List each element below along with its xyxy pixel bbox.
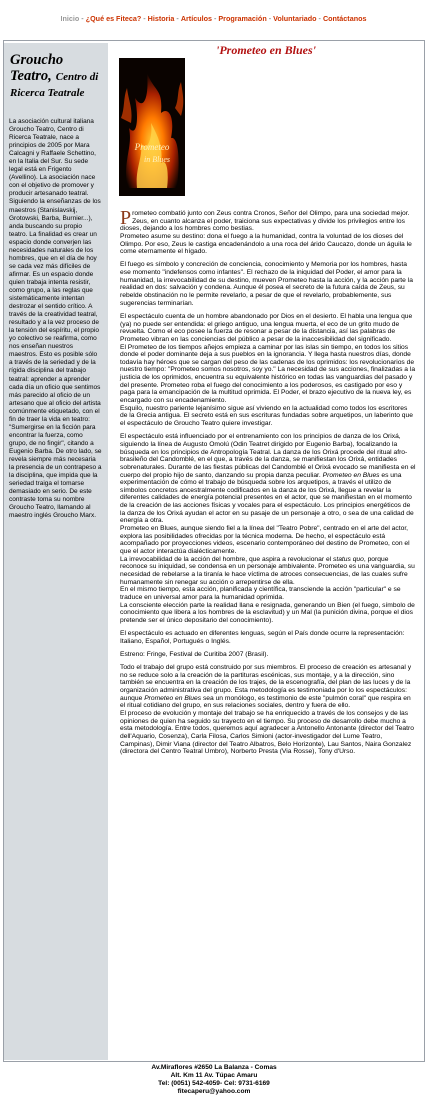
poster-line1: Prometeo [134, 142, 170, 152]
drop-cap: P [120, 207, 132, 229]
article-paragraph [120, 433, 416, 525]
article-paragraph: El Prometeo de los tiempos añejos empieza a caminar por las islas sin tiempo, en todos los sitios donde el poder dominante deja a sus pueblos en la ignorancia. Y llega hasta nuestros días, donde todavía hay héroes que se cargan del peso de las cadenas de los oprimidos: los revolucionarios de nuestro tiempo: "Prometeo somos nosotros, soy yo." La necesidad de sus acciones, finalizadas a la justicia de los oprimidos, encuentra su equivalente histórico en todas las vanguardias del pasado y del presente. Prometeo roba el fuego del conocimiento a los poderosos, es castigado por eso y paga para la emancipación de la multitud oprimida. El Poder, el brazo ejecutivo de la nueva ley, es encargado con su encadenamiento. [120, 343, 416, 405]
paragraph-text: El espectáculo está influenciado por el entrenamiento con los principios de danza de los Orixá, siguiendo la línea de Augusto Omolú (Odin Teatret dirigido por Eugenio Barba), focalizando la búsqueda en los principios de Antropología Teatral. La danza de los Orixá procede del ritual afro-brasileño del Candomblé, en el que, a través de la danza, se manifiestan los Orixá, entidades sobrenaturales. Durante de las fiestas públicas del Candomblé el Orixá evocado se manifiesta en el cuerpo del propio hijo de santo, danzando su propia danza peculiar. [120, 433, 416, 479]
footer-email[interactable]: fitecaperu@yahoo.com [177, 1088, 251, 1096]
nav-separator: - [176, 14, 179, 23]
nav-separator: - [143, 14, 146, 23]
paragraph-text: La irrevocabilidad de la acción del hombre, que aspira a revolucionar el [120, 555, 332, 563]
nav-separator: - [318, 14, 321, 23]
article-paragraph: El espectáculo cuenta de un hombre abandonado por Dios en el desierto. El habla una lengua que (ya) no puede ser entendida: el griego antiguo, una lengua muerta, el eco de un grito mudo de revuelta. Como el eco posee la fuerza de resonar a pesar de la distancia, así las palabras de Prometeo vibran en las conciencias del público a pesar de la inaccesibilidad del significado. [120, 312, 413, 343]
article-paragraph: En el mismo tiempo, esta acción, planificada y científica, transciende la acción "particular" e se traduce en universal amor para la humanidad oprimida. [120, 586, 401, 601]
poster-line2: in Blues [144, 155, 170, 164]
article-paragraph: La consciente elección parte la realidad llana e resignada, generando un Bien (el fuego, símbolo de conocimiento que libera a los hombres de la esclavitud) y un Mal (la punición divina, porque el dios pretende ser el único depositario del conocimiento). [120, 601, 415, 624]
paragraph-text: rometeo combatió junto con Zeus contra Cronos, Señor del Olimpo, para una sociedad mejor. Zeus, en cuanto alcanza el poder, traiciona sus expectativas y divide los privilegios entre los dioses, dejando a los hombres como bestias. [120, 210, 410, 233]
article-paragraph: Esquilo, nuestro pariente lejanísimo sigue así viviendo en la actualidad como todos los escritores de la Grecia antigua. El secreto está en sus escrituras fundadas sobre arquetipos, un laberinto que el espectáculo de Groucho Teatro quiere investigar. [120, 404, 413, 428]
nav-links [0, 14, 427, 24]
fire-poster-graphic [119, 58, 185, 196]
sidebar-title [10, 52, 106, 100]
article-paragraph: El fuego es símbolo y concreción de conciencia, conocimiento y Memoria por los hombres, hasta ese momento "indefensos como infantes". El rechazo de la iniquidad del Poder, el amor para la humanidad, la irrevocabilidad de su destino, mueven Prometeo hasta la acción, y la acción parte la realidad en dos: salvación y condena. Aunque él posea el secreto de la futura caída de Zeus, su rebelde obstinación no le permite revelarlo, a pesar de que el revelarlo, probablemente, sus sugerencias terminarían. [120, 261, 413, 307]
nav-separator: - [268, 14, 272, 23]
nav-link-historia[interactable]: Historia [147, 14, 175, 23]
sidebar-title-main: Groucho Teatro, [10, 52, 64, 84]
footer-address-2: Alt. Km 11 Av. Túpac Amaru [170, 1072, 258, 1080]
nav-link-programacion[interactable]: Programación [218, 14, 267, 23]
nav-link-que-es-fiteca[interactable]: ¿Qué es Fiteca? [85, 14, 142, 23]
article-paragraph: El espectáculo es actuado en diferentes lenguas, según el País donde ocurre la representación: Italiano, Español, Portugués o Inglés. [120, 630, 405, 645]
italic-term: status quo [333, 555, 364, 563]
article-paragraph: Prometeo en Blues, aunque siendo fiel a la línea del "Teatro Pobre", centrado en el arte del actor, explora las posibilidades ofrecidas por la técnica moderna. De hecho, el espectáculo está acompañado por proyecciones videos, escenario contemporáneo del destino de Prometeo, con el que el actor interactúa dialécticamente. [120, 525, 410, 556]
sidebar-title-sub: Centro di Ricerca Teatrale [10, 71, 99, 99]
article-paragraph: Prometeo asume su destino: dona el fuego a la humanidad, contra la voluntad de los dioses del Olimpo. Por eso, Zeus le castiga encadenándolo a una roca del árido Caucazo, donde un águila le come eternamente el hígado. [120, 232, 412, 256]
article-paragraph [120, 207, 416, 233]
article-body [120, 207, 416, 756]
article-paragraph: El proceso de evolución y montaje del trabajo se ha enriquecido a través de los consejos y de las opiniones de quien ha seguido su trayecto en el tiempo. Su proceso de desarrollo debe mucho a esta metodología. Entre todos, queremos aquí agradecer a Antonello Antonante (director del Teatro dell'Aquario, Cosenza), Carla Filosa, Carlos Simioni (actor-investigador del Lume Teatro, Campinas), Dimir Viana (director del Teatro Albatros, Belo Horizonte), Lau Santos, Naira Gonzalez (directora del Centro Teatral Umbro), Norberto Presta (Via Rosse), Tony d'Urso. [120, 710, 414, 756]
article-title: 'Prometeo en Blues' [216, 43, 316, 57]
sidebar-description: La asociación cultural italiana Groucho Teatro, Centro di Ricerca Teatrale, nace a principios de 2005 por Mara Calcagni y Raffaele Schettino, en la Italia del Sur. Su sede legal está en Frigento (Avellino). La asociación nace con el objetivo de promover y producir artesanado teatral. Siguiendo la enseñanzas de los maestros (Stanislavskij, Grotowski, Barba, Burnier...), anda buscando su propio teatro. La finalidad es crear un espacio donde converjen las necesidades naturales de los hombres, que en el día de hoy se cada vez más difíciles de afirmar. Es un espacio donde quien trabaja intenta resistir, como grupo, a las reglas que sistemáticamente intentan destrozar el sentido crítico. A través de la creatividad teatral, resultado y a la vez proceso de la tensión del espíritu, el propio yo colectivo se reafirma, como nos enseñan nuestros maestros. Esto es posible sólo a través de la seriedad y de la rígida disciplina del trabajo teatral: aprender a aprender cada día un oficio que sentimos más parecido al oficio de un artesano que al oficio del artista comúnmente etiquetado, con el fin de traer la vida en teatro: "Sumergirse en la ficción para encontrar la fuerza, como grupo, de no fingir", citando a Eugenio Barba. De otro lado, se revela siempre más necesaria la presencia de un contrapeso a la disciplina, que impida que la seriedad traiga el tomarse demasiado en serio. De este contraste toma su nombre Groucho Teatro, llamando al maestro inglés Groucho Marx. [9, 118, 102, 520]
nav-separator: - [213, 14, 217, 23]
nav-link-contactanos[interactable]: Contáctanos [322, 14, 367, 23]
nav-link-inicio[interactable]: Inicio [60, 14, 80, 23]
article-paragraph: Estreno: Fringe, Festival de Curitiba 2007 (Brasil). [120, 650, 269, 658]
nav-link-articulos[interactable]: Artículos [180, 14, 212, 23]
footer-address: Av.Miraflores #2650 La Balanza - Comas [151, 1064, 277, 1071]
italic-title: Prometeo en Blues [322, 471, 380, 479]
footer-phone: Tel: (0051) 542-4059- Cel: 9731-6169 [158, 1080, 270, 1088]
paragraph-text: , porque reconoce su iniquidad, se condensa en un personaje ambivalente. Prometeo es una vanguardia, su necesidad de rebelarse a la tiranía le hace víctima de atroces consecuencias, de las cuales sufre humanamente sin renegar su acción o arrepentirse de ella. [120, 555, 415, 586]
italic-title: Prometeo en Blues [144, 694, 202, 702]
article-paragraph [120, 556, 416, 587]
top-navigation [0, 0, 427, 38]
page-footer [4, 1064, 424, 1096]
nav-link-voluntariado[interactable]: Voluntariado [273, 14, 317, 23]
nav-separator: - [81, 14, 84, 23]
paragraph-text: sea un monólogo, es testimonio de este "pulmón coral" que respira en el ritual cotidiano del grupo, en sus relaciones sociales, dentro y fuera de ello. [120, 694, 411, 710]
poster-image [119, 58, 185, 196]
article-paragraph [120, 664, 416, 710]
paragraph-text: Todo el trabajo del grupo está construido por sus miembros. El proceso de creación es artesanal y no se reduce solo a la creación de la partituras escénicas, sus montaje, y a la dirección, sino también se encuentra en la creación de los trajes, de la escenografía, del plan de las luces y de la organización administrativa del grupo. Esta metodología es testimoniada por lo los espectáculos: aunque [120, 664, 412, 702]
paragraph-text: es una experimentación de cómo el trabajo de búsqueda sobre los arquetipos, a través el utilizo de símbolos concretos ancestralmente codificados en la danza de los Orixá, llegue a revelar la diferentes calidades de energía potencial presentes en el actor, que se manifiestan en el momento de la creación de las acciones físicas y vocales para el espectáculo. Los principios energéticos de la danza de los Orixá ayudan el actor en su pasaje de un personaje a otro, o sea de una calidad de energía a otra. [120, 471, 414, 525]
